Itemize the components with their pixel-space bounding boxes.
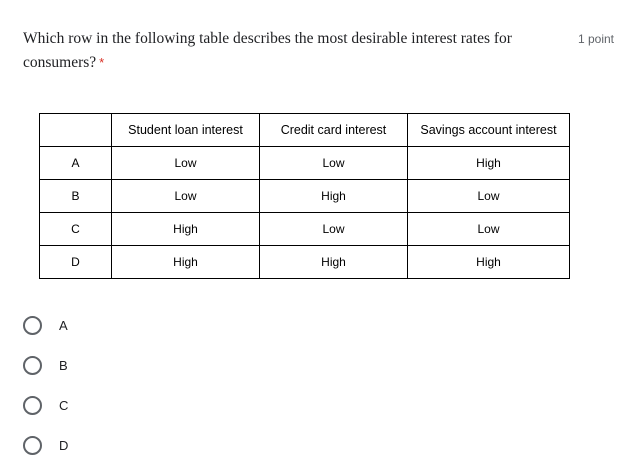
table-row xyxy=(40,246,570,279)
points-label: 1 point xyxy=(577,32,614,46)
header-savings: Savings account interest xyxy=(408,114,570,147)
header-credit-card: Credit card interest xyxy=(260,114,408,147)
row-label: A xyxy=(40,147,112,180)
question-prompt: Which row in the following table describes the most desirable interest rates for consumers? xyxy=(23,30,512,71)
answer-options xyxy=(23,305,68,465)
option-label: C xyxy=(59,397,69,413)
cell-student-loan: High xyxy=(112,246,260,279)
radio-button[interactable] xyxy=(23,356,42,375)
cell-credit-card: Low xyxy=(260,213,408,246)
cell-credit-card: High xyxy=(260,246,408,279)
row-label: C xyxy=(40,213,112,246)
option-label: B xyxy=(59,357,68,373)
table-row xyxy=(40,213,570,246)
header-blank xyxy=(40,114,112,147)
radio-button[interactable] xyxy=(23,396,42,415)
row-label: B xyxy=(40,180,112,213)
cell-student-loan: Low xyxy=(112,180,260,213)
option-label: A xyxy=(59,317,68,333)
row-label: D xyxy=(40,246,112,279)
cell-savings: High xyxy=(408,147,570,180)
cell-savings: Low xyxy=(408,213,570,246)
header-student-loan: Student loan interest xyxy=(112,114,260,147)
cell-student-loan: High xyxy=(112,213,260,246)
cell-student-loan: Low xyxy=(112,147,260,180)
option-label: D xyxy=(59,437,69,453)
option-a[interactable] xyxy=(23,305,68,345)
option-d[interactable] xyxy=(23,425,68,465)
interest-rate-table xyxy=(39,113,570,279)
cell-savings: High xyxy=(408,246,570,279)
table-row xyxy=(40,147,570,180)
table-row xyxy=(40,180,570,213)
cell-credit-card: High xyxy=(260,180,408,213)
radio-button[interactable] xyxy=(23,316,42,335)
cell-savings: Low xyxy=(408,180,570,213)
option-c[interactable] xyxy=(23,385,68,425)
option-b[interactable] xyxy=(23,345,68,385)
question-text xyxy=(23,27,553,75)
required-asterisk: * xyxy=(99,55,105,70)
radio-button[interactable] xyxy=(23,436,42,455)
table-header-row xyxy=(40,114,570,147)
cell-credit-card: Low xyxy=(260,147,408,180)
